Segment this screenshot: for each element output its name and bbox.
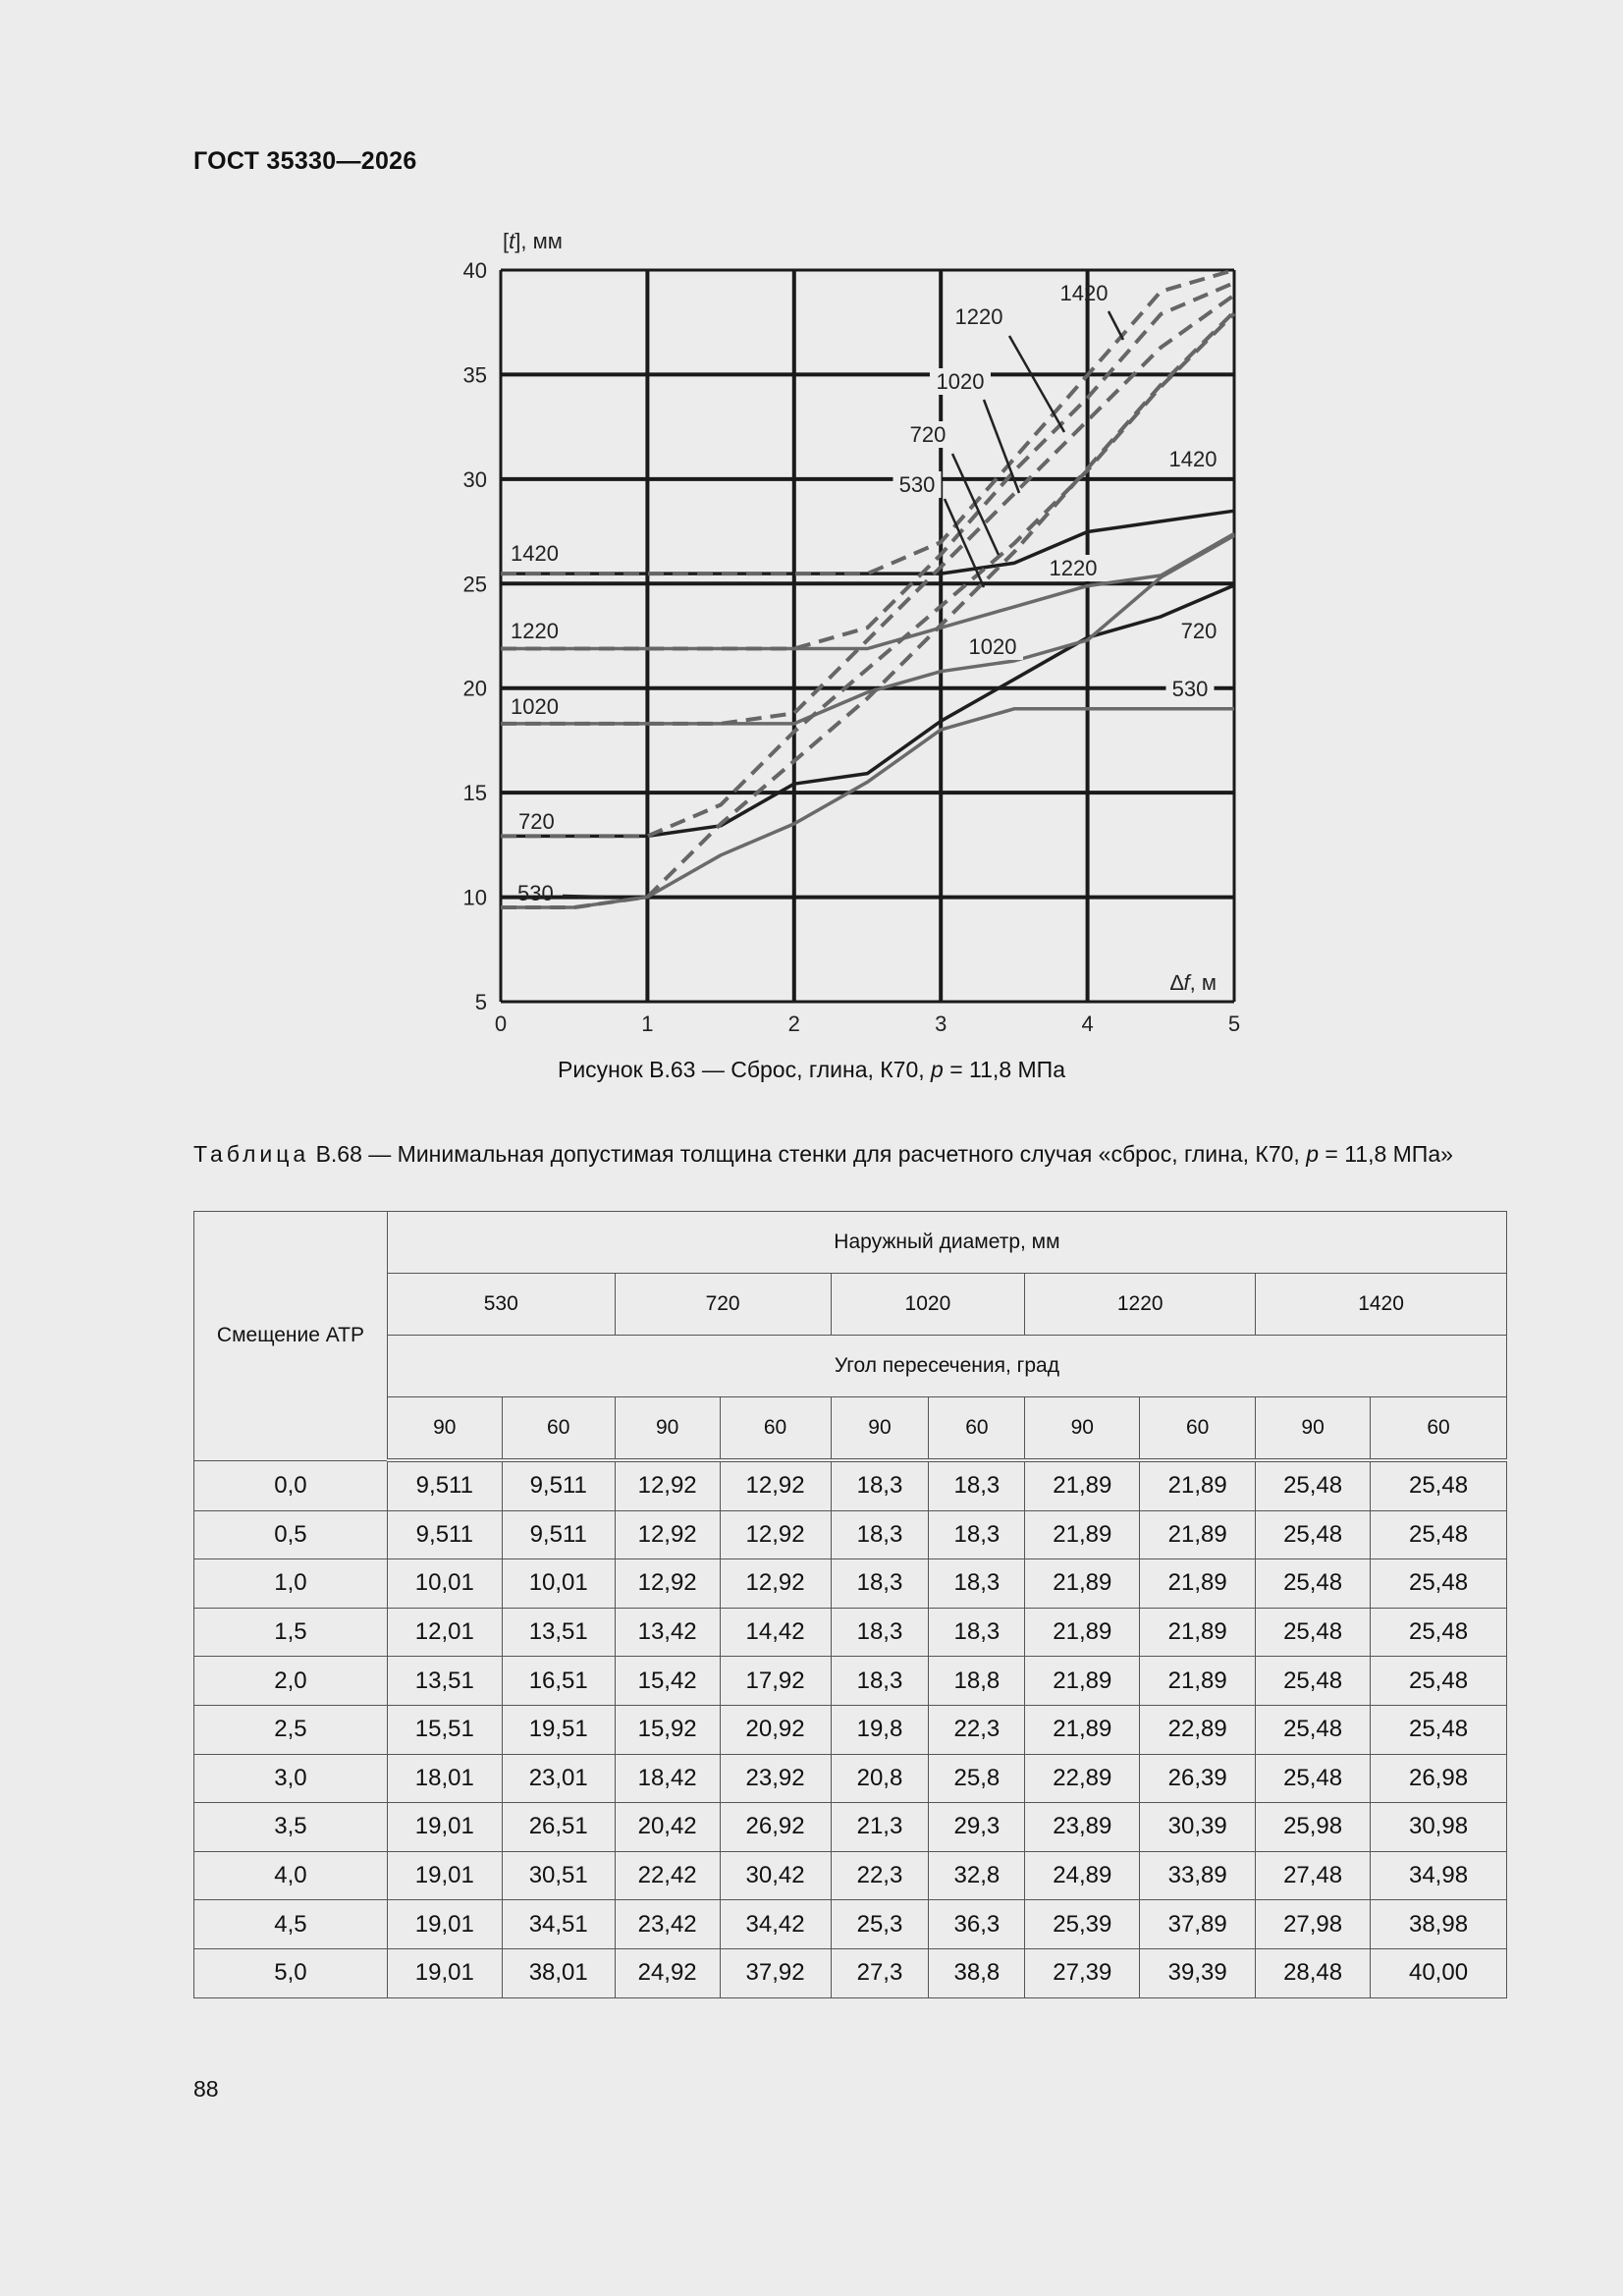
offset-cell: 4,5 [194,1900,388,1949]
thickness-cell: 26,98 [1371,1754,1507,1803]
thickness-cell: 18,3 [929,1460,1025,1510]
series-line-530-90 [501,709,1234,907]
table-row [194,1803,1507,1852]
series-label: 720 [518,809,555,834]
series-label-group [962,633,1023,660]
thickness-cell: 13,51 [502,1608,615,1657]
y-tick-label: 20 [462,676,487,701]
diameter-group-header: Наружный диаметр, мм [387,1212,1506,1274]
angle-row [194,1397,1507,1461]
thickness-cell: 24,92 [615,1948,720,1997]
thickness-cell: 18,3 [831,1559,929,1609]
angle-header: 90 [615,1397,720,1461]
angle-header: 60 [720,1397,831,1461]
thickness-cell: 21,3 [831,1803,929,1852]
thickness-cell: 21,89 [1025,1559,1140,1609]
thickness-cell: 18,3 [831,1608,929,1657]
thickness-cell: 30,51 [502,1851,615,1900]
thickness-cell: 25,48 [1371,1559,1507,1609]
chart-x-axis-label: ∆f, м [1170,970,1217,995]
thickness-cell: 25,48 [1371,1608,1507,1657]
series-label-group [1043,555,1104,581]
thickness-cell: 29,3 [929,1803,1025,1852]
table-row [194,1510,1507,1559]
thickness-cell: 36,3 [929,1900,1025,1949]
thickness-cell: 22,89 [1140,1705,1256,1754]
thickness-cell: 23,01 [502,1754,615,1803]
offset-cell: 0,5 [194,1510,388,1559]
angle-header: 90 [1256,1397,1371,1461]
leader-line [1009,336,1064,432]
thickness-cell: 38,01 [502,1948,615,1997]
thickness-cell: 19,01 [387,1851,502,1900]
thickness-cell: 19,01 [387,1803,502,1852]
thickness-cell: 15,51 [387,1705,502,1754]
thickness-cell: 28,48 [1256,1948,1371,1997]
thickness-cell: 10,01 [502,1559,615,1609]
thickness-cell: 22,3 [929,1705,1025,1754]
thickness-cell: 21,89 [1025,1510,1140,1559]
table-caption: Таблица В.68 — Минимальная допустимая толщина стенки для расчетного случая «сброс, глина, К70, p = 11,8 МПа» [193,1141,1453,1167]
table-row [194,1754,1507,1803]
angle-group-header: Угол пересечения, град [387,1336,1506,1397]
x-tick-label: 0 [494,1011,508,1036]
chart-grid [501,270,1234,1002]
offset-cell: 1,0 [194,1559,388,1609]
series-label: 1220 [511,619,559,643]
thickness-cell: 9,511 [502,1460,615,1510]
thickness-cell: 27,39 [1025,1948,1140,1997]
thickness-cell: 38,98 [1371,1900,1507,1949]
thickness-cell: 20,8 [831,1754,929,1803]
angle-header: 90 [1025,1397,1140,1461]
series-label-group [893,471,942,498]
thickness-cell: 25,48 [1256,1705,1371,1754]
series-line-1420-90 [501,511,1234,574]
thickness-cell: 9,511 [387,1510,502,1559]
offset-cell: 3,5 [194,1803,388,1852]
thickness-cell: 25,8 [929,1754,1025,1803]
angle-header: 90 [831,1397,929,1461]
series-label: 1220 [1049,556,1098,580]
thickness-cell: 25,48 [1256,1460,1371,1510]
series-label-group [1060,281,1109,305]
thickness-cell: 26,39 [1140,1754,1256,1803]
thickness-cell: 32,8 [929,1851,1025,1900]
angle-header: 90 [387,1397,502,1461]
table-row [194,1900,1507,1949]
thickness-cell: 27,98 [1256,1900,1371,1949]
thickness-cell: 18,3 [929,1559,1025,1609]
series-label-group [517,881,554,905]
thickness-cell: 19,51 [502,1705,615,1754]
y-tick-label: 30 [462,466,487,492]
thickness-cell: 38,8 [929,1948,1025,1997]
figure-caption: Рисунок В.63 — Сброс, глина, К70, p = 11,8 МПа [557,1057,1065,1082]
page-number: 88 [193,2076,219,2102]
thickness-cell: 15,42 [615,1657,720,1706]
thickness-cell: 18,42 [615,1754,720,1803]
thickness-cell: 21,89 [1140,1608,1256,1657]
thickness-cell: 21,89 [1025,1608,1140,1657]
thickness-cell: 30,39 [1140,1803,1256,1852]
angle-header: 60 [929,1397,1025,1461]
y-tick-label: 10 [462,885,487,910]
series-line-720-90 [501,585,1234,836]
diameter-row [194,1274,1507,1336]
chart-series [501,270,1234,907]
thickness-cell: 25,3 [831,1900,929,1949]
series-line-1220-60 [501,283,1234,649]
table-row [194,1657,1507,1706]
angle-header: 60 [1140,1397,1256,1461]
table-row [194,1460,1507,1510]
thickness-cell: 34,98 [1371,1851,1507,1900]
thickness-cell: 34,42 [720,1900,831,1949]
thickness-cell: 25,48 [1256,1559,1371,1609]
thickness-cell: 16,51 [502,1657,615,1706]
x-tick-label: 5 [1227,1011,1241,1036]
angle-header: 60 [502,1397,615,1461]
x-tick-label: 1 [641,1011,654,1036]
y-tick-label: 15 [462,781,487,806]
thickness-cell: 25,48 [1371,1510,1507,1559]
leader-line [1109,311,1123,340]
y-tick-label: 5 [474,990,487,1014]
series-label: 1020 [968,634,1017,659]
thickness-cell: 12,92 [615,1510,720,1559]
thickness-cell: 25,48 [1371,1657,1507,1706]
table-row [194,1948,1507,1997]
table-row [194,1608,1507,1657]
thickness-cell: 25,48 [1256,1510,1371,1559]
series-label-group [511,694,559,719]
thickness-cell: 12,01 [387,1608,502,1657]
thickness-cell: 12,92 [720,1510,831,1559]
y-tick-label: 25 [462,572,487,597]
thickness-cell: 20,92 [720,1705,831,1754]
thickness-cell: 27,3 [831,1948,929,1997]
series-label-group [1181,619,1217,643]
thickness-cell: 33,89 [1140,1851,1256,1900]
series-label-group [904,421,952,448]
diameter-header: 1220 [1025,1274,1256,1336]
thickness-cell: 18,3 [929,1608,1025,1657]
chart-y-axis-label: [t], мм [503,229,563,253]
diameter-header: 1420 [1256,1274,1507,1336]
thickness-cell: 25,98 [1256,1803,1371,1852]
series-label-group [511,541,559,566]
offset-cell: 2,5 [194,1705,388,1754]
thickness-cell: 19,01 [387,1900,502,1949]
thickness-cell: 34,51 [502,1900,615,1949]
thickness-cell: 37,89 [1140,1900,1256,1949]
table-row [194,1851,1507,1900]
thickness-cell: 10,01 [387,1559,502,1609]
series-label: 1420 [1059,281,1109,305]
thickness-cell: 12,92 [615,1559,720,1609]
thickness-cell: 13,51 [387,1657,502,1706]
thickness-cell: 9,511 [387,1460,502,1510]
series-label-group [1166,676,1215,702]
thickness-cell: 9,511 [502,1510,615,1559]
series-label: 530 [517,881,554,905]
series-label: 720 [909,422,947,447]
thickness-cell: 25,48 [1371,1705,1507,1754]
thickness-cell: 30,98 [1371,1803,1507,1852]
y-tick-label: 40 [462,258,487,283]
leader-line [563,896,604,897]
series-line-1220-90 [501,533,1234,648]
wall-thickness-chart [432,216,1267,1051]
thickness-cell: 25,39 [1025,1900,1140,1949]
thickness-cell: 24,89 [1025,1851,1140,1900]
thickness-cell: 21,89 [1140,1460,1256,1510]
thickness-cell: 21,89 [1025,1705,1140,1754]
series-label: 720 [1180,619,1217,643]
thickness-cell: 18,3 [831,1657,929,1706]
thickness-cell: 23,92 [720,1754,831,1803]
thickness-cell: 23,89 [1025,1803,1140,1852]
offset-cell: 4,0 [194,1851,388,1900]
thickness-cell: 21,89 [1140,1657,1256,1706]
series-label: 530 [898,472,936,497]
thickness-cell: 23,42 [615,1900,720,1949]
offset-cell: 3,0 [194,1754,388,1803]
series-label-group [1169,447,1217,471]
thickness-cell: 18,3 [831,1460,929,1510]
thickness-cell: 25,48 [1256,1657,1371,1706]
thickness-cell: 18,3 [831,1510,929,1559]
thickness-cell: 18,8 [929,1657,1025,1706]
thickness-cell: 30,42 [720,1851,831,1900]
wall-thickness-table [193,1211,1507,1998]
thickness-cell: 12,92 [720,1460,831,1510]
y-tick-label: 35 [462,362,487,388]
diameter-header: 1020 [831,1274,1025,1336]
thickness-cell: 12,92 [720,1559,831,1609]
thickness-cell: 25,48 [1371,1460,1507,1510]
series-label: 1020 [936,369,985,394]
thickness-cell: 21,89 [1140,1559,1256,1609]
thickness-cell: 18,01 [387,1754,502,1803]
thickness-cell: 19,01 [387,1948,502,1997]
thickness-cell: 15,92 [615,1705,720,1754]
diameter-header: 720 [615,1274,831,1336]
thickness-cell: 12,92 [615,1460,720,1510]
thickness-cell: 26,92 [720,1803,831,1852]
thickness-cell: 27,48 [1256,1851,1371,1900]
x-tick-label: 4 [1081,1011,1094,1036]
thickness-cell: 21,89 [1025,1657,1140,1706]
diameter-header: 530 [387,1274,615,1336]
offset-cell: 5,0 [194,1948,388,1997]
offset-cell: 1,5 [194,1608,388,1657]
table-row [194,1705,1507,1754]
thickness-cell: 18,3 [929,1510,1025,1559]
x-tick-label: 3 [935,1011,947,1036]
series-label-group [955,304,1003,329]
table-row [194,1559,1507,1609]
angle-header: 60 [1371,1397,1507,1461]
thickness-cell: 37,92 [720,1948,831,1997]
thickness-cell: 19,8 [831,1705,929,1754]
thickness-cell: 40,00 [1371,1948,1507,1997]
offset-cell: 0,0 [194,1460,388,1510]
thickness-cell: 21,89 [1025,1460,1140,1510]
thickness-cell: 39,39 [1140,1948,1256,1997]
thickness-cell: 14,42 [720,1608,831,1657]
series-label: 1420 [511,541,559,566]
row-header: Смещение АТР [194,1212,388,1461]
series-label-group [511,619,559,643]
thickness-cell: 26,51 [502,1803,615,1852]
leader-line [952,454,999,555]
thickness-cell: 22,42 [615,1851,720,1900]
thickness-cell: 13,42 [615,1608,720,1657]
offset-cell: 2,0 [194,1657,388,1706]
series-line-1020-60 [501,296,1234,724]
thickness-cell: 20,42 [615,1803,720,1852]
x-tick-label: 2 [787,1011,800,1036]
thickness-cell: 22,3 [831,1851,929,1900]
table-body [194,1460,1507,1997]
series-label: 1020 [511,694,559,719]
series-label-group [518,809,555,834]
thickness-cell: 21,89 [1140,1510,1256,1559]
series-label: 1420 [1168,447,1217,471]
series-label-group [930,368,991,395]
document-header: ГОСТ 35330—2026 [193,147,417,175]
thickness-cell: 25,48 [1256,1754,1371,1803]
thickness-cell: 17,92 [720,1657,831,1706]
series-label: 530 [1171,677,1209,701]
thickness-cell: 25,48 [1256,1608,1371,1657]
series-label: 1220 [954,304,1003,329]
thickness-cell: 22,89 [1025,1754,1140,1803]
